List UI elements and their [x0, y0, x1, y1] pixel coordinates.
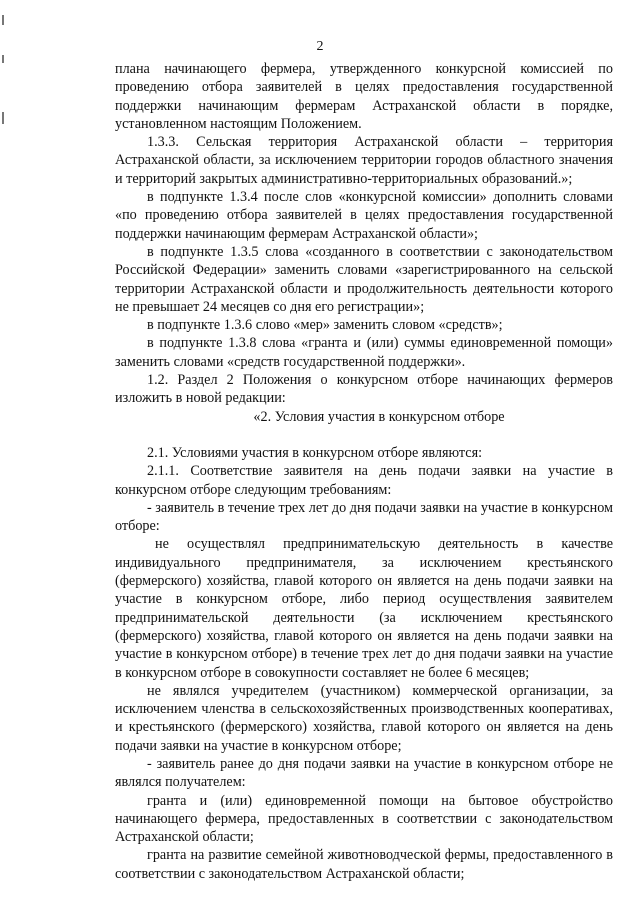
paragraph: - заявитель в течение трех лет до дня подачи заявки на участие в конкурсном отборе:: [115, 499, 613, 535]
paragraph: в подпункте 1.3.6 слово «мер» заменить словом «средств»;: [147, 317, 503, 334]
paragraph: не являлся учредителем (участником) коммерческой организации, за исключением членства в сельскохозяйственных производственных кооперативах, и крестьянского (фермерского) хозяйства, главой которого он является на день подачи заявки на участие в конкурсном отборе;: [115, 682, 613, 754]
spacer: [115, 426, 613, 444]
paragraph: не осуществлял предпринимательскую деятельность в качестве индивидуального предпринимателя, за исключением крестьянского (фермерского) хозяйства, главой которого он является на день подачи заявки на участие в конкурсном отборе, либо период осуществления заявителем предпринимательской деятельности (за исключением крестьянского (фермерского) хозяйства, главой которого он является на день подачи заявки на участие в конкурсном отборе) в течение трех лет до дня подачи заявки на участие в конкурсном отборе в совокупности составляет не более 6 месяцев;: [115, 536, 613, 681]
paragraph: - заявитель ранее до дня подачи заявки на участие в конкурсном отборе не являлся получателем:: [115, 755, 613, 791]
paragraph: плана начинающего фермера, утвержденного конкурсной комиссией по проведению отбора заявителей в целях предоставления государственной поддержки начинающим фермерам Астраханской области в порядке, установленном настоящим Положением.: [115, 61, 613, 132]
margin-mark: [2, 15, 4, 25]
paragraph: 2.1. Условиями участия в конкурсном отборе являются:: [147, 444, 483, 461]
paragraph: в подпункте 1.3.8 слова «гранта и (или) суммы единовременной помощи» заменить словами «средств государственной поддержки».: [115, 335, 613, 370]
paragraph: 1.2. Раздел 2 Положения о конкурсном отборе начинающих фермеров изложить в новой редакции:: [115, 372, 613, 407]
page-number: 2: [316, 39, 324, 54]
paragraph: в подпункте 1.3.4 после слов «конкурсной комиссии» дополнить словами «по проведению отбора заявителей в целях предоставления государственной поддержки начинающим фермерам Астраханской области»;: [115, 189, 613, 242]
paragraph: 2.1.1. Соответствие заявителя на день подачи заявки на участие в конкурсном отборе следующим требованиям:: [115, 463, 613, 498]
paragraph: в подпункте 1.3.5 слова «созданного в соответствии с законодательством Российской Федерации» заменить словами «зарегистрированного на сельской территории Астраханской области и продолжительность деятельности которого не превышает 24 месяцев со дня его регистрации»;: [115, 243, 613, 315]
section-heading: «2. Условия участия в конкурсном отборе: [253, 408, 505, 425]
paragraph: 1.3.3. Сельская территория Астраханской области – территория Астраханской области, за исключением территории городов областного значения и территорий закрытых административно-территориальных образований.»;: [115, 134, 613, 187]
paragraph: гранта на развитие семейной животноводческой фермы, предоставленного в соответствии с законодательством Астраханской области;: [115, 847, 613, 882]
margin-mark: [2, 112, 4, 124]
paragraph: гранта и (или) единовременной помощи на бытовое обустройство начинающего фермера, предоставленных в соответствии с законодательством Астраханской области;: [115, 792, 613, 846]
margin-mark: [2, 55, 4, 63]
document-body: [115, 60, 613, 883]
